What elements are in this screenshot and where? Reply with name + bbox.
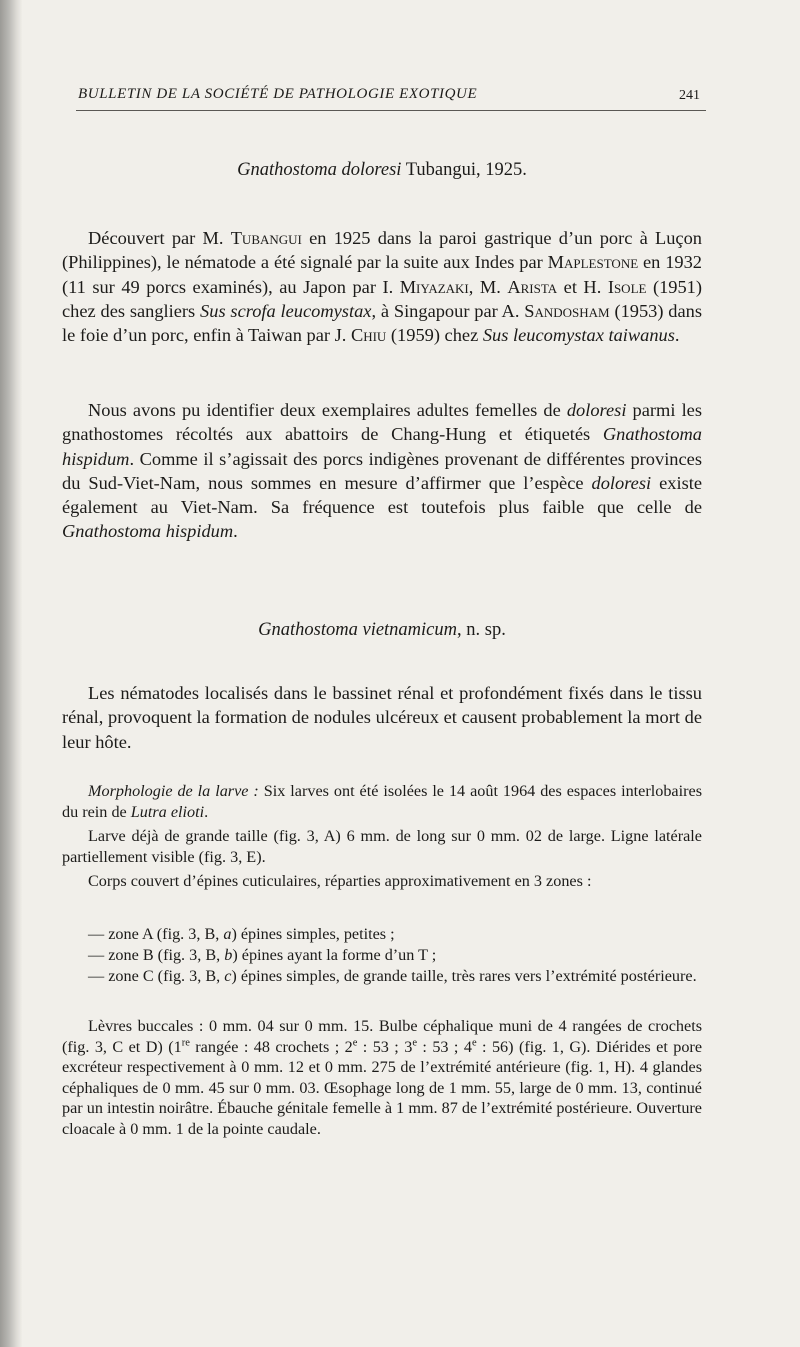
species-name: Sus leucomystax taiwanus: [482, 325, 675, 346]
section-title-vietnamicum: [62, 620, 702, 641]
author-name: Miyazaki: [399, 276, 469, 297]
species-name: Gnathostoma hispidum: [62, 424, 702, 469]
paragraph-larva-morphology: Morphologie de la larve : Six larves ont été isolées le 14 août 1964 des espaces interlobaires du rein de Lutra elioti.: [62, 782, 702, 821]
list-item-zone-a: — zone A (fig. 3, B, a) épines simples, petites ;: [88, 925, 395, 943]
species-name: doloresi: [591, 472, 652, 493]
species-name: doloresi: [566, 400, 627, 420]
author-name: Chiu: [350, 325, 387, 346]
author-name: Arista: [507, 276, 558, 297]
paragraph-larva-size: Larve déjà de grande taille (fig. 3, A) 6 mm. de long sur 0 mm. 02 de large. Ligne latérale partiellement visible (fig. 3, E).: [62, 827, 702, 866]
running-header: BULLETIN DE LA SOCIÉTÉ DE PATHOLOGIE EXOTIQUE: [78, 86, 478, 102]
list-item-zone-c: — zone C (fig. 3, B, c) épines simples, de grande taille, très rares vers l’extrémité postérieure.: [88, 967, 697, 985]
species-suffix: , n. sp.: [457, 620, 506, 640]
species-name: Gnathostoma hispidum: [62, 521, 234, 542]
section-title-doloresi: [62, 160, 702, 181]
list-item-zone-b: — zone B (fig. 3, B, b) épines ayant la forme d’un T ;: [88, 946, 437, 964]
species-name: Gnathostoma vietnamicum: [258, 620, 458, 640]
paragraph-spines: Corps couvert d’épines cuticulaires, réparties approximativement en 3 zones :: [88, 872, 592, 890]
paragraph-lesions: Les nématodes localisés dans le bassinet rénal et profondément fixés dans le tissu rénal, provoquent la formation de nodules ulcéreux et causent probablement la mort de leur hôte.: [62, 683, 702, 752]
paragraph-buccal-measurements: Lèvres buccales : 0 mm. 04 sur 0 mm. 15. Bulbe céphalique muni de 4 rangées de crochets (fig. 3, C et D) (1re rangée : 48 crochets ; 2e : 53 ; 3e : 53 ; 4e : 56) (fig. 1, G). Diérides et pore excréteur respectivement à 0 mm. 12 et 0 mm. 275 de l’extrémité antérieure (fig. 1, H). 4 glandes céphaliques de 0 mm. 45 sur 0 mm. 03. Œsophage long de 1 mm. 55, large de 0 mm. 13, continué par un intestin noirâtre. Ébauche génitale femelle à 1 mm. 87 de l’extrémité postérieure. Ouverture cloacale à 0 mm. 1 de la pointe caudale.: [62, 1017, 703, 1138]
species-name: Gnathostoma doloresi: [237, 160, 402, 180]
author-name: Tubangui: [230, 228, 302, 248]
species-author: Tubangui, 1925.: [405, 160, 527, 180]
species-name: Lutra elioti: [130, 802, 205, 821]
page-number: 241: [679, 88, 700, 103]
paragraph-identification: Nous avons pu identifier deux exemplaires adultes femelles de doloresi parmi les gnathostomes récoltés aux abattoirs de Chang-Hung et étiquetés Gnathostoma hispidum. Comme il s’agissait des porcs indigènes provenant de différentes provinces du Sud-Viet-Nam, nous sommes en mesure d’affirmer que l’espèce doloresi existe également au Viet-Nam. Sa fréquence est toutefois plus faible que celle de Gnathostoma hispidum.: [62, 400, 703, 542]
book-spine-shadow: [0, 0, 22, 1347]
author-name: Isole: [607, 276, 647, 297]
page-body: [62, 0, 702, 1347]
author-name: Maplestone: [547, 252, 639, 273]
subsection-heading: Morphologie de la larve :: [88, 782, 259, 800]
species-name: Sus scrofa leucomystax: [200, 300, 372, 321]
paragraph-discovery: Découvert par M. Tubangui en 1925 dans la paroi gastrique d’un porc à Luçon (Philippines), le nématode a été signalé par la suite aux Indes par Maplestone en 1932 (11 sur 49 porcs examinés), au Japon par I. Miyazaki, M. Arista et H. Isole (1951) chez des sangliers Sus scrofa leucomystax, à Singapour par A. Sandosham (1953) dans le foie d’un porc, enfin à Taiwan par J. Chiu (1959) chez Sus leucomystax taiwanus.: [62, 228, 703, 346]
author-name: Sandosham: [524, 300, 610, 321]
